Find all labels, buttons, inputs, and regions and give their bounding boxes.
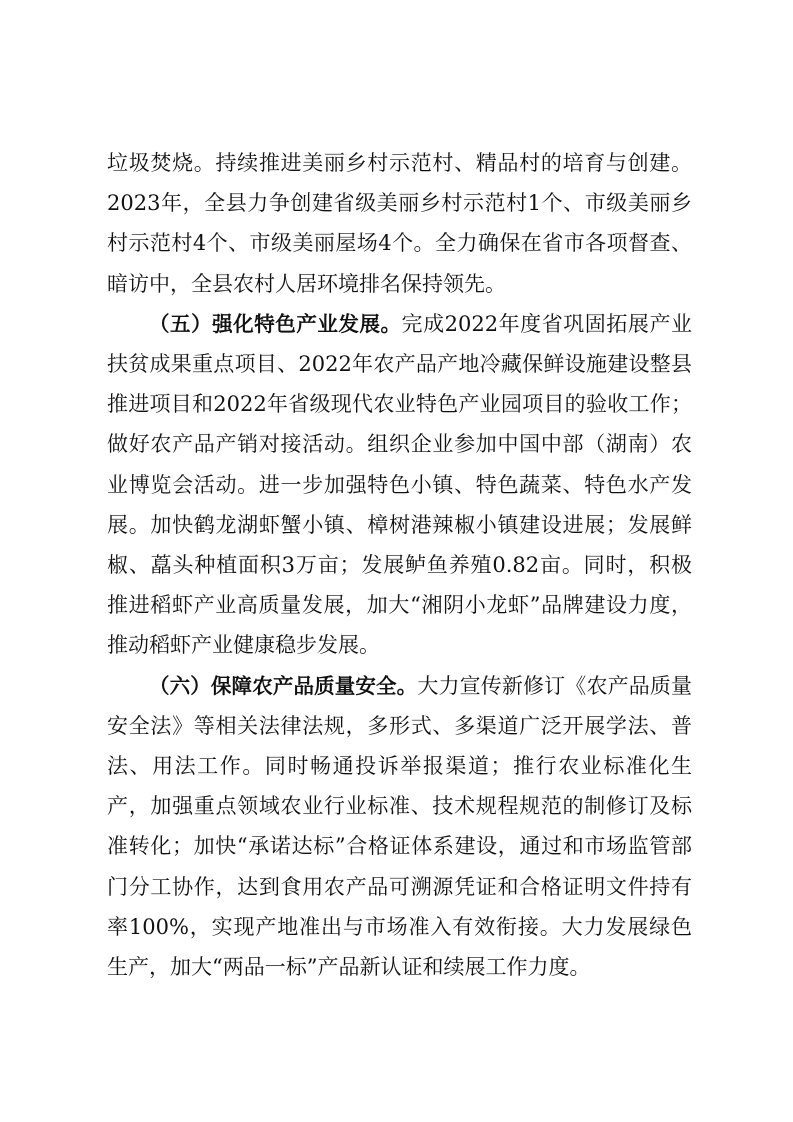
paragraph-product-safety xyxy=(107,666,692,988)
paragraph-rural-environment xyxy=(107,143,692,304)
paragraph-body: 完成2022年度省巩固拓展产业扶贫成果重点项目、2022年农产品产地冷藏保鲜设施建设整县推进项目和2022年省级现代农业特色产业园项目的验收工作；做好农产品产销对接活动。组织企业参加中国中部（湖南）农业博览会活动。进一步加强特色小镇、特色蔬菜、特色水产发展。加快鹤龙湖虾蟹小镇、樟树港辣椒小镇建设进展；发展鲜椒、藠头种植面积3万亩；发展鲈鱼养殖0.82亩。同时，积极推进稻虾产业高质量发展，加大“湘阴小龙虾”品牌建设力度，推动稻虾产业健康稳步发展。 xyxy=(107,311,692,658)
section-heading-six: （六）保障农产品质量安全。 xyxy=(149,673,418,698)
paragraph-specialty-industry xyxy=(107,304,692,666)
section-heading-five: （五）强化特色产业发展。 xyxy=(149,311,402,336)
document-body xyxy=(107,143,692,987)
paragraph-body: 大力宣传新修订《农产品质量安全法》等相关法律法规，多形式、多渠道广泛开展学法、普法、用法工作。同时畅通投诉举报渠道；推行农业标准化生产，加强重点领域农业行业标准、技术规程规范的制修订及标准转化；加快“承诺达标”合格证体系建设，通过和市场监管部门分工协作，达到食用农产品可溯源凭证和合格证明文件持有率100%，实现产地准出与市场准入有效衔接。大力发展绿色生产，加大“两品一标”产品新认证和续展工作力度。 xyxy=(107,673,693,980)
paragraph-body: 垃圾焚烧。持续推进美丽乡村示范村、精品村的培育与创建。2023年，全县力争创建省级美丽乡村示范村1个、市级美丽乡村示范村4个、市级美丽屋场4个。全力确保在省市各项督查、暗访中，全县农村人居环境排名保持领先。 xyxy=(107,151,692,296)
